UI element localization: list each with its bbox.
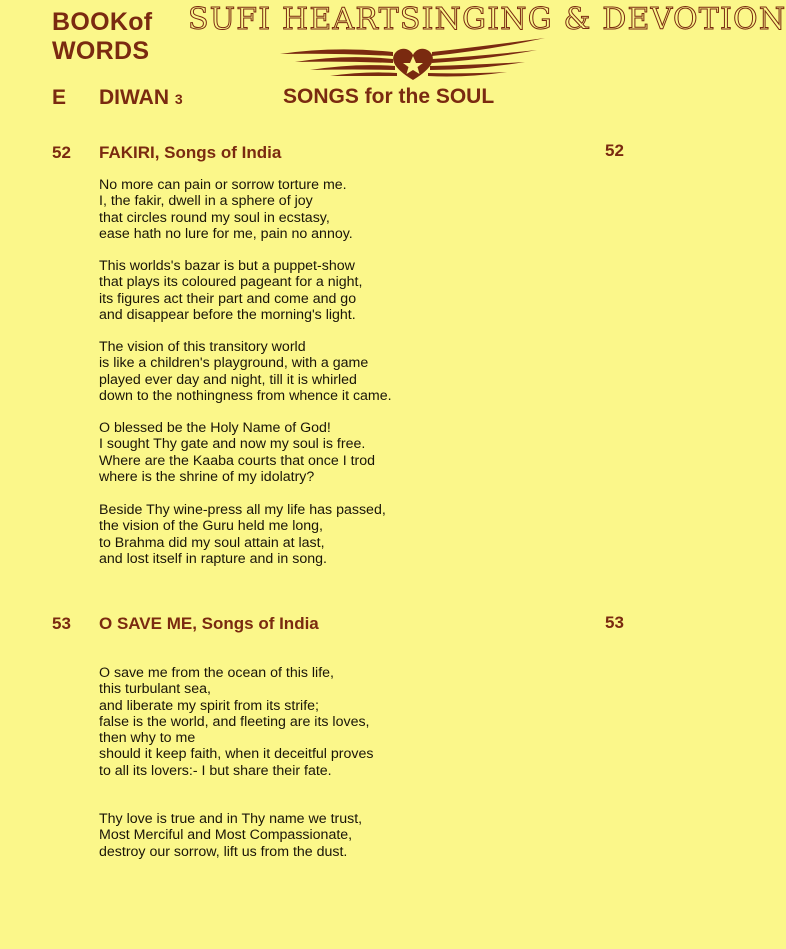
stanza: O blessed be the Holy Name of God! I sought Thy gate and now my soul is free. Where are the Kaaba courts that once I trod where is the shrine of my idolatry?	[99, 420, 376, 485]
song-title: FAKIRI, Songs of India	[99, 143, 282, 162]
stanza: O save me from the ocean of this life, this turbulant sea, and liberate my spirit from its strife; false is the world, and fleeting are its loves, then why to me should it keep faith, when it deceitful proves to all its lovers:- I but share their fate.	[99, 665, 374, 779]
book-title-line2: WORDS	[52, 37, 150, 65]
book-title	[52, 8, 152, 66]
stanza: Thy love is true and in Thy name we trust, Most Merciful and Most Compassionate, destroy our sorrow, lift us from the dust.	[99, 811, 363, 860]
winged-heart-emblem	[275, 32, 550, 82]
song-number: 52	[52, 143, 71, 162]
stanza: This worlds's bazar is but a puppet-show that plays its coloured pageant for a night, its figures act their part and come and go and disappear before the morning's light.	[99, 258, 363, 323]
section-letter: E	[52, 86, 67, 109]
stanza: The vision of this transitory world is like a children's playground, with a game played ever day and night, till it is whirled down to the nothingness from whence it came.	[99, 339, 392, 404]
song-number-right: 52	[605, 141, 624, 160]
song-number-right: 53	[605, 613, 624, 632]
section-heading	[99, 86, 183, 110]
page-subtitle: SONGS for the SOUL	[283, 85, 495, 108]
book-title-line1: BOOKof	[52, 8, 153, 36]
section-number: 3	[174, 91, 183, 107]
stanza: No more can pain or sorrow torture me. I, the fakir, dwell in a sphere of joy that circles round my soul in ecstasy, ease hath no lure for me, pain no annoy.	[99, 177, 353, 242]
song-number: 53	[52, 614, 71, 633]
song-title: O SAVE ME, Songs of India	[99, 614, 319, 633]
stanza: Beside Thy wine-press all my life has passed, the vision of the Guru held me long, to Brahma did my soul attain at last, and lost itself in rapture and in song.	[99, 502, 386, 567]
series-title: SUFI HEARTSINGING & DEVOTION	[188, 2, 786, 37]
section-name: DIWAN	[99, 86, 169, 109]
